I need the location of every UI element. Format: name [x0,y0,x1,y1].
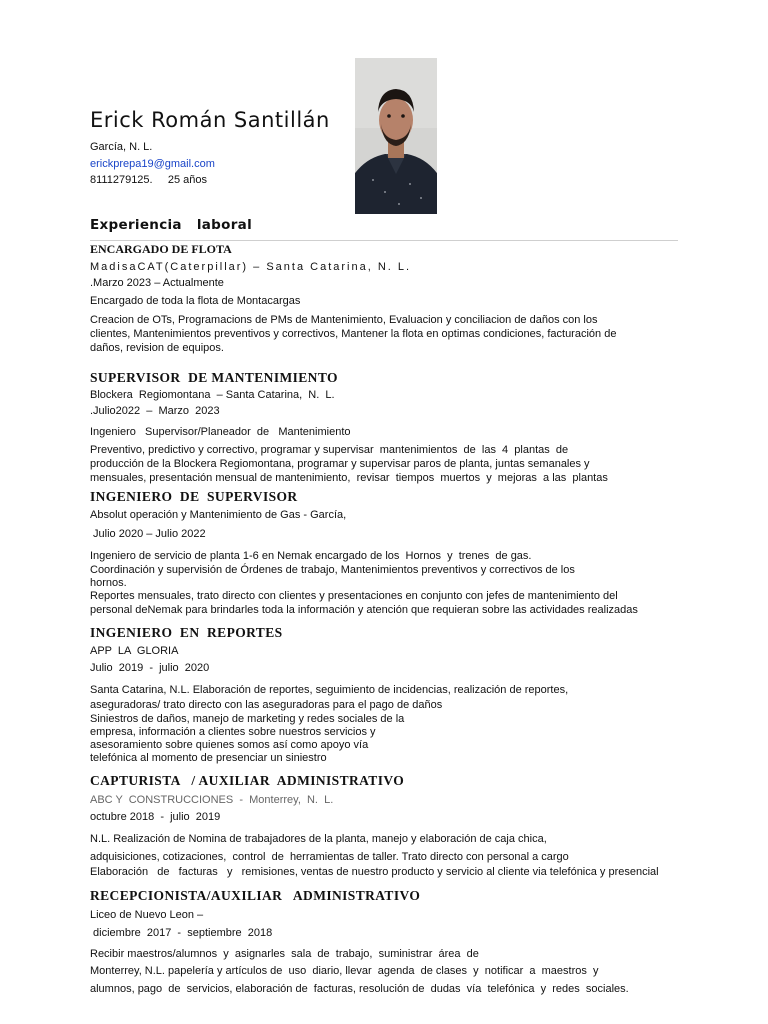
job-desc-line: mensuales, presentación mensual de mantenimiento, revisar tiempos muertos y mejoras a las plantas [90,472,608,484]
job-dates: Julio 2019 - julio 2020 [90,662,210,674]
job-dates: diciembre 2017 - septiembre 2018 [90,927,273,939]
job-dates: .Julio2022 – Marzo 2023 [90,405,220,417]
job-desc-line: Creacion de OTs, Programacions de PMs de Mantenimiento, Evaluacion y conciliacion de daños con los [90,314,598,326]
job-desc-line: Monterrey, N.L. papelería y artículos de uso diario, llevar agenda de clases y notificar a maestros y [90,965,599,977]
job-company: MadisaCAT(Caterpillar) – Santa Catarina, N. L. [90,261,412,273]
job-title: SUPERVISOR DE MANTENIMIENTO [90,370,338,385]
job-title: CAPTURISTA / AUXILIAR ADMINISTRATIVO [90,773,405,788]
job-dates: octubre 2018 - julio 2019 [90,811,221,823]
job-desc-line: hornos. [90,577,127,589]
job-desc-line: alumnos, pago de servicios, elaboración de facturas, resolución de dudas vía telefónica y redes sociales. [90,983,629,995]
job-company: Liceo de Nuevo Leon – [90,909,204,921]
job-desc-line: producción de la Blockera Regiomontana, programar y supervisar paros de planta, juntas semanales y [90,458,590,470]
profile-photo [355,58,437,214]
job-dates: .Marzo 2023 – Actualmente [90,277,224,289]
job-desc-line: asesoramiento sobre quienes somos así como apoyo vía [90,739,369,751]
job-company: APP LA GLORIA [90,645,179,657]
section-divider [90,240,678,241]
job-desc-line: Coordinación y supervisión de Órdenes de trabajo, Mantenimientos preventivos y correctivos de los [90,564,575,576]
job-title: INGENIERO EN REPORTES [90,625,283,640]
job-role: Encargado de toda la flota de Montacargas [90,295,301,307]
job-company: ABC Y CONSTRUCCIONES - Monterrey, N. L. [90,794,334,806]
job-desc-line: telefónica al momento de presenciar un siniestro [90,752,327,764]
job-company: Blockera Regiomontana – Santa Catarina, N. L. [90,389,335,401]
job-desc-line: Siniestros de daños, manejo de marketing y redes sociales de la [90,713,405,725]
job-desc-line: personal deNemak para brindarles toda la información y atención que requieran sobre las actividades realizadas [90,604,638,616]
phone-age: 8111279125. 25 años [90,174,208,186]
job-role: Ingeniero Supervisor/Planeador de Mantenimiento [90,426,351,438]
job-title: RECEPCIONISTA/AUXILIAR ADMINISTRATIVO [90,888,421,903]
job-desc-line: N.L. Realización de Nomina de trabajadores de la planta, manejo y elaboración de caja chica, [90,833,547,845]
job-desc-line: Santa Catarina, N.L. Elaboración de reportes, seguimiento de incidencias, realización de reportes, [90,684,569,696]
job-desc-line: daños, revision de equipos. [90,342,224,354]
email-link[interactable]: erickprepa19@gmail.com [90,158,215,170]
job-title: ENCARGADO DE FLOTA [90,242,232,256]
job-company: Absolut operación y Mantenimiento de Gas - García, [90,509,347,521]
job-dates: Julio 2020 – Julio 2022 [90,528,206,540]
job-desc-line: empresa, información a clientes sobre nuestros servicios y [90,726,376,738]
job-desc-line: Ingeniero de servicio de planta 1-6 en Nemak encargado de los Hornos y trenes de gas. [90,550,532,562]
section-title: Experiencia laboral [90,217,253,233]
job-desc-line: aseguradoras/ trato directo con las aseguradoras para el pago de daños [90,699,443,711]
job-desc-line: Elaboración de facturas y remisiones, ventas de nuestro producto y servicio al cliente via telefónica y presencial [90,866,659,878]
candidate-name: Erick Román Santillán [90,108,330,132]
job-desc-line: adquisiciones, cotizaciones, control de herramientas de taller. Trato directo con personal a cargo [90,851,569,863]
job-desc-line: Recibir maestros/alumnos y asignarles sala de trabajo, suministrar área de [90,948,479,960]
job-desc-line: Reportes mensuales, trato directo con clientes y presentaciones en conjunto con jefes de mantenimiento del [90,590,618,602]
location: García, N. L. [90,141,153,153]
job-title: INGENIERO DE SUPERVISOR [90,489,298,504]
job-desc-line: clientes, Mantenimientos preventivos y correctivos, Mantener la flota en optimas condiciones, facturación de [90,328,617,340]
job-desc-line: Preventivo, predictivo y correctivo, programar y supervisar mantenimientos de las 4 plantas de [90,444,569,456]
